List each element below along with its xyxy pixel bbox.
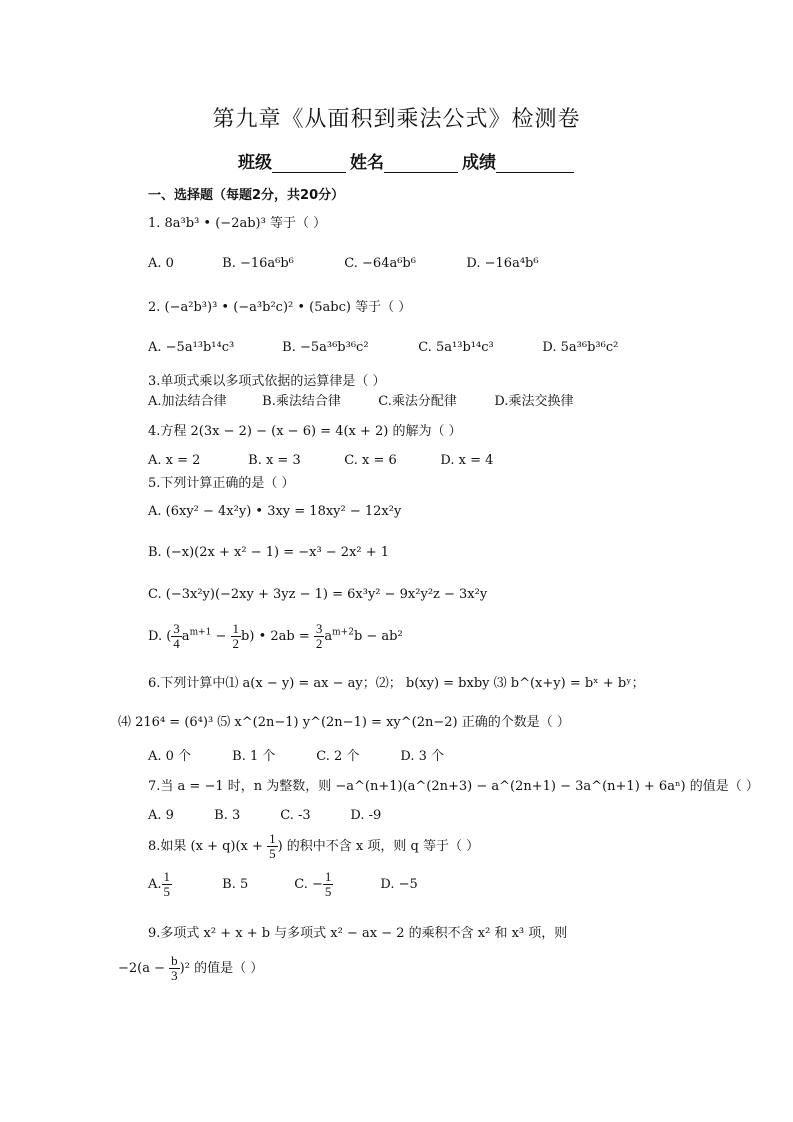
q4-option-b: B. x = 3	[248, 453, 301, 468]
q6-option-d: D. 3 个	[400, 749, 445, 764]
q3-option-c: C.乘法分配律	[378, 394, 457, 409]
q2-option-b: B. −5a³⁶b³⁶c²	[282, 340, 369, 355]
class-blank[interactable]	[272, 155, 346, 173]
q8-option-b: B. 5	[222, 877, 249, 892]
q5-d-frac2-numerator: 1	[232, 621, 240, 636]
q5-d-prefix: D. (	[148, 629, 172, 644]
question-8-stem	[148, 832, 479, 861]
section-heading: 一、选择题（每题2分，共20分）	[148, 188, 345, 203]
question-4-options	[148, 453, 493, 468]
q5-option-d	[148, 622, 403, 651]
q8-c-label: C. −	[294, 877, 323, 892]
question-1-stem: 1. 8a³b³ • (−2ab)³ 等于（ ）	[148, 216, 327, 231]
q1-option-b: B. −16a⁶b⁶	[222, 256, 294, 271]
q5-d-frac3-denominator: 2	[315, 636, 323, 651]
q5-option-b: B. (−x)(2x + x² − 1) = −x³ − 2x² + 1	[148, 545, 390, 560]
q4-option-d: D. x = 4	[440, 453, 494, 468]
q5-d-frac1-numerator: 3	[173, 621, 180, 636]
question-2-stem: 2. (−a²b³)³ • (−a³b²c)² • (5abc) 等于（ ）	[148, 300, 412, 315]
question-5-stem: 5.下列计算正确的是（ ）	[148, 476, 295, 491]
q6-option-b: B. 1 个	[232, 749, 276, 764]
q8-fraction	[267, 832, 278, 861]
q8-c-denominator: 5	[324, 884, 332, 899]
q5-option-a: A. (6xy² − 4x²y) • 3xy = 18xy² − 12x²y	[148, 504, 402, 519]
q8-a-denominator: 5	[163, 884, 171, 899]
q5-d-var-a2: a	[324, 629, 333, 644]
q2-option-c: C. 5a¹³b¹⁴c³	[418, 340, 494, 355]
q4-option-c: C. x = 6	[344, 453, 397, 468]
question-3-stem: 3.单项式乘以多项式依据的运算律是（ ）	[148, 374, 386, 389]
q5-d-var-a: a	[181, 629, 190, 644]
question-6-options	[148, 745, 444, 764]
q8-option-a	[148, 870, 218, 899]
score-label: 成绩	[462, 153, 496, 173]
question-8-options	[148, 870, 418, 899]
q9-frac-denominator: 3	[171, 968, 178, 983]
q5-d-frac2-denominator: 2	[232, 636, 240, 651]
q9-frac-numerator: b	[171, 953, 178, 968]
q5-d-exp-1: m+1	[189, 627, 212, 638]
question-9-line-1: 9.多项式 x² + x + b 与多项式 x² − ax − 2 的乘积不含 x² 和 x³ 项，则	[148, 926, 568, 941]
q8-a-fraction	[162, 870, 173, 899]
q8-c-numerator: 1	[324, 869, 332, 884]
q7-option-b: B. 3	[214, 808, 241, 823]
q7-option-c: C. -3	[280, 808, 311, 823]
q8-c-fraction	[323, 870, 334, 899]
q5-d-fraction-2	[231, 622, 242, 651]
question-6-line-2: ⑷ 216⁴ = (6⁴)³ ⑸ x^(2n−1) y^(2n−1) = xy^(2n−2) 正确的个数是（ ）	[118, 715, 570, 730]
page-title: 第九章《从面积到乘法公式》检测卷	[212, 107, 581, 132]
question-9-line-2	[118, 954, 263, 983]
score-blank[interactable]	[496, 155, 574, 173]
q5-d-fraction-3	[314, 622, 325, 651]
q8-stem-pre: 8.如果 (x + q)(x +	[148, 839, 268, 854]
q9-line2-pre: −2(a −	[118, 961, 170, 976]
q9-line2-post: )² 的值是（ ）	[179, 961, 264, 976]
question-4-stem: 4.方程 2(3x − 2) − (x − 6) = 4(x + 2) 的解为（ ）	[148, 424, 462, 439]
q5-d-middle: b) • 2ab =	[241, 629, 314, 644]
q3-option-a: A.加法结合律	[148, 394, 227, 409]
q7-option-a: A. 9	[148, 808, 174, 823]
question-7-stem: 7.当 a = −1 时，n 为整数，则 −a^(n+1)(a^(2n+3) − a^(2n+1) − 3a^(n+1) + 6aⁿ) 的值是（ ）	[148, 779, 759, 794]
q5-option-c: C. (−3x²y)(−2xy + 3yz − 1) = 6x³y² − 9x²y²z − 3x²y	[148, 587, 488, 602]
q1-option-d: D. −16a⁴b⁶	[466, 256, 539, 271]
q6-option-c: C. 2 个	[316, 749, 360, 764]
q8-a-numerator: 1	[163, 869, 171, 884]
question-3-options	[148, 390, 574, 409]
q2-option-a: A. −5a¹³b¹⁴c³	[148, 340, 235, 355]
class-label: 班级	[238, 153, 272, 173]
q5-d-exp-2: m+2	[332, 627, 354, 638]
q8-option-d: D. −5	[380, 877, 418, 892]
name-label: 姓名	[350, 153, 384, 173]
q5-d-frac1-denominator: 4	[173, 636, 180, 651]
q8-frac-denominator: 5	[269, 846, 276, 861]
q3-option-b: B.乘法结合律	[262, 394, 341, 409]
q8-frac-numerator: 1	[269, 831, 276, 846]
question-6-line-1: 6.下列计算中⑴ a(x − y) = ax − ay；⑵； b(xy) = bxby ⑶ b^(x+y) = bˣ + bʸ；	[148, 676, 645, 691]
name-blank[interactable]	[384, 155, 458, 173]
q8-stem-post: ) 的积中不含 x 项，则 q 等于（ ）	[277, 839, 480, 854]
q8-a-label: A.	[148, 877, 162, 892]
q3-option-d: D.乘法交换律	[494, 394, 574, 409]
student-info-row	[238, 148, 578, 173]
q1-option-a: A. 0	[148, 256, 174, 271]
q7-option-d: D. -9	[350, 808, 382, 823]
q8-option-c	[294, 870, 376, 899]
question-1-options	[148, 256, 539, 271]
q4-option-a: A. x = 2	[148, 453, 201, 468]
q6-option-a: A. 0 个	[148, 749, 192, 764]
q9-fraction	[169, 954, 180, 983]
q5-d-frac3-numerator: 3	[315, 621, 323, 636]
q2-option-d: D. 5a³⁶b³⁶c²	[542, 340, 619, 355]
q5-d-fraction-1	[171, 622, 182, 651]
question-2-options	[148, 340, 618, 355]
q1-option-c: C. −64a⁶b⁶	[344, 256, 416, 271]
q5-d-end: b − ab²	[353, 629, 403, 644]
q5-d-minus: −	[211, 629, 231, 644]
question-7-options	[148, 808, 381, 823]
